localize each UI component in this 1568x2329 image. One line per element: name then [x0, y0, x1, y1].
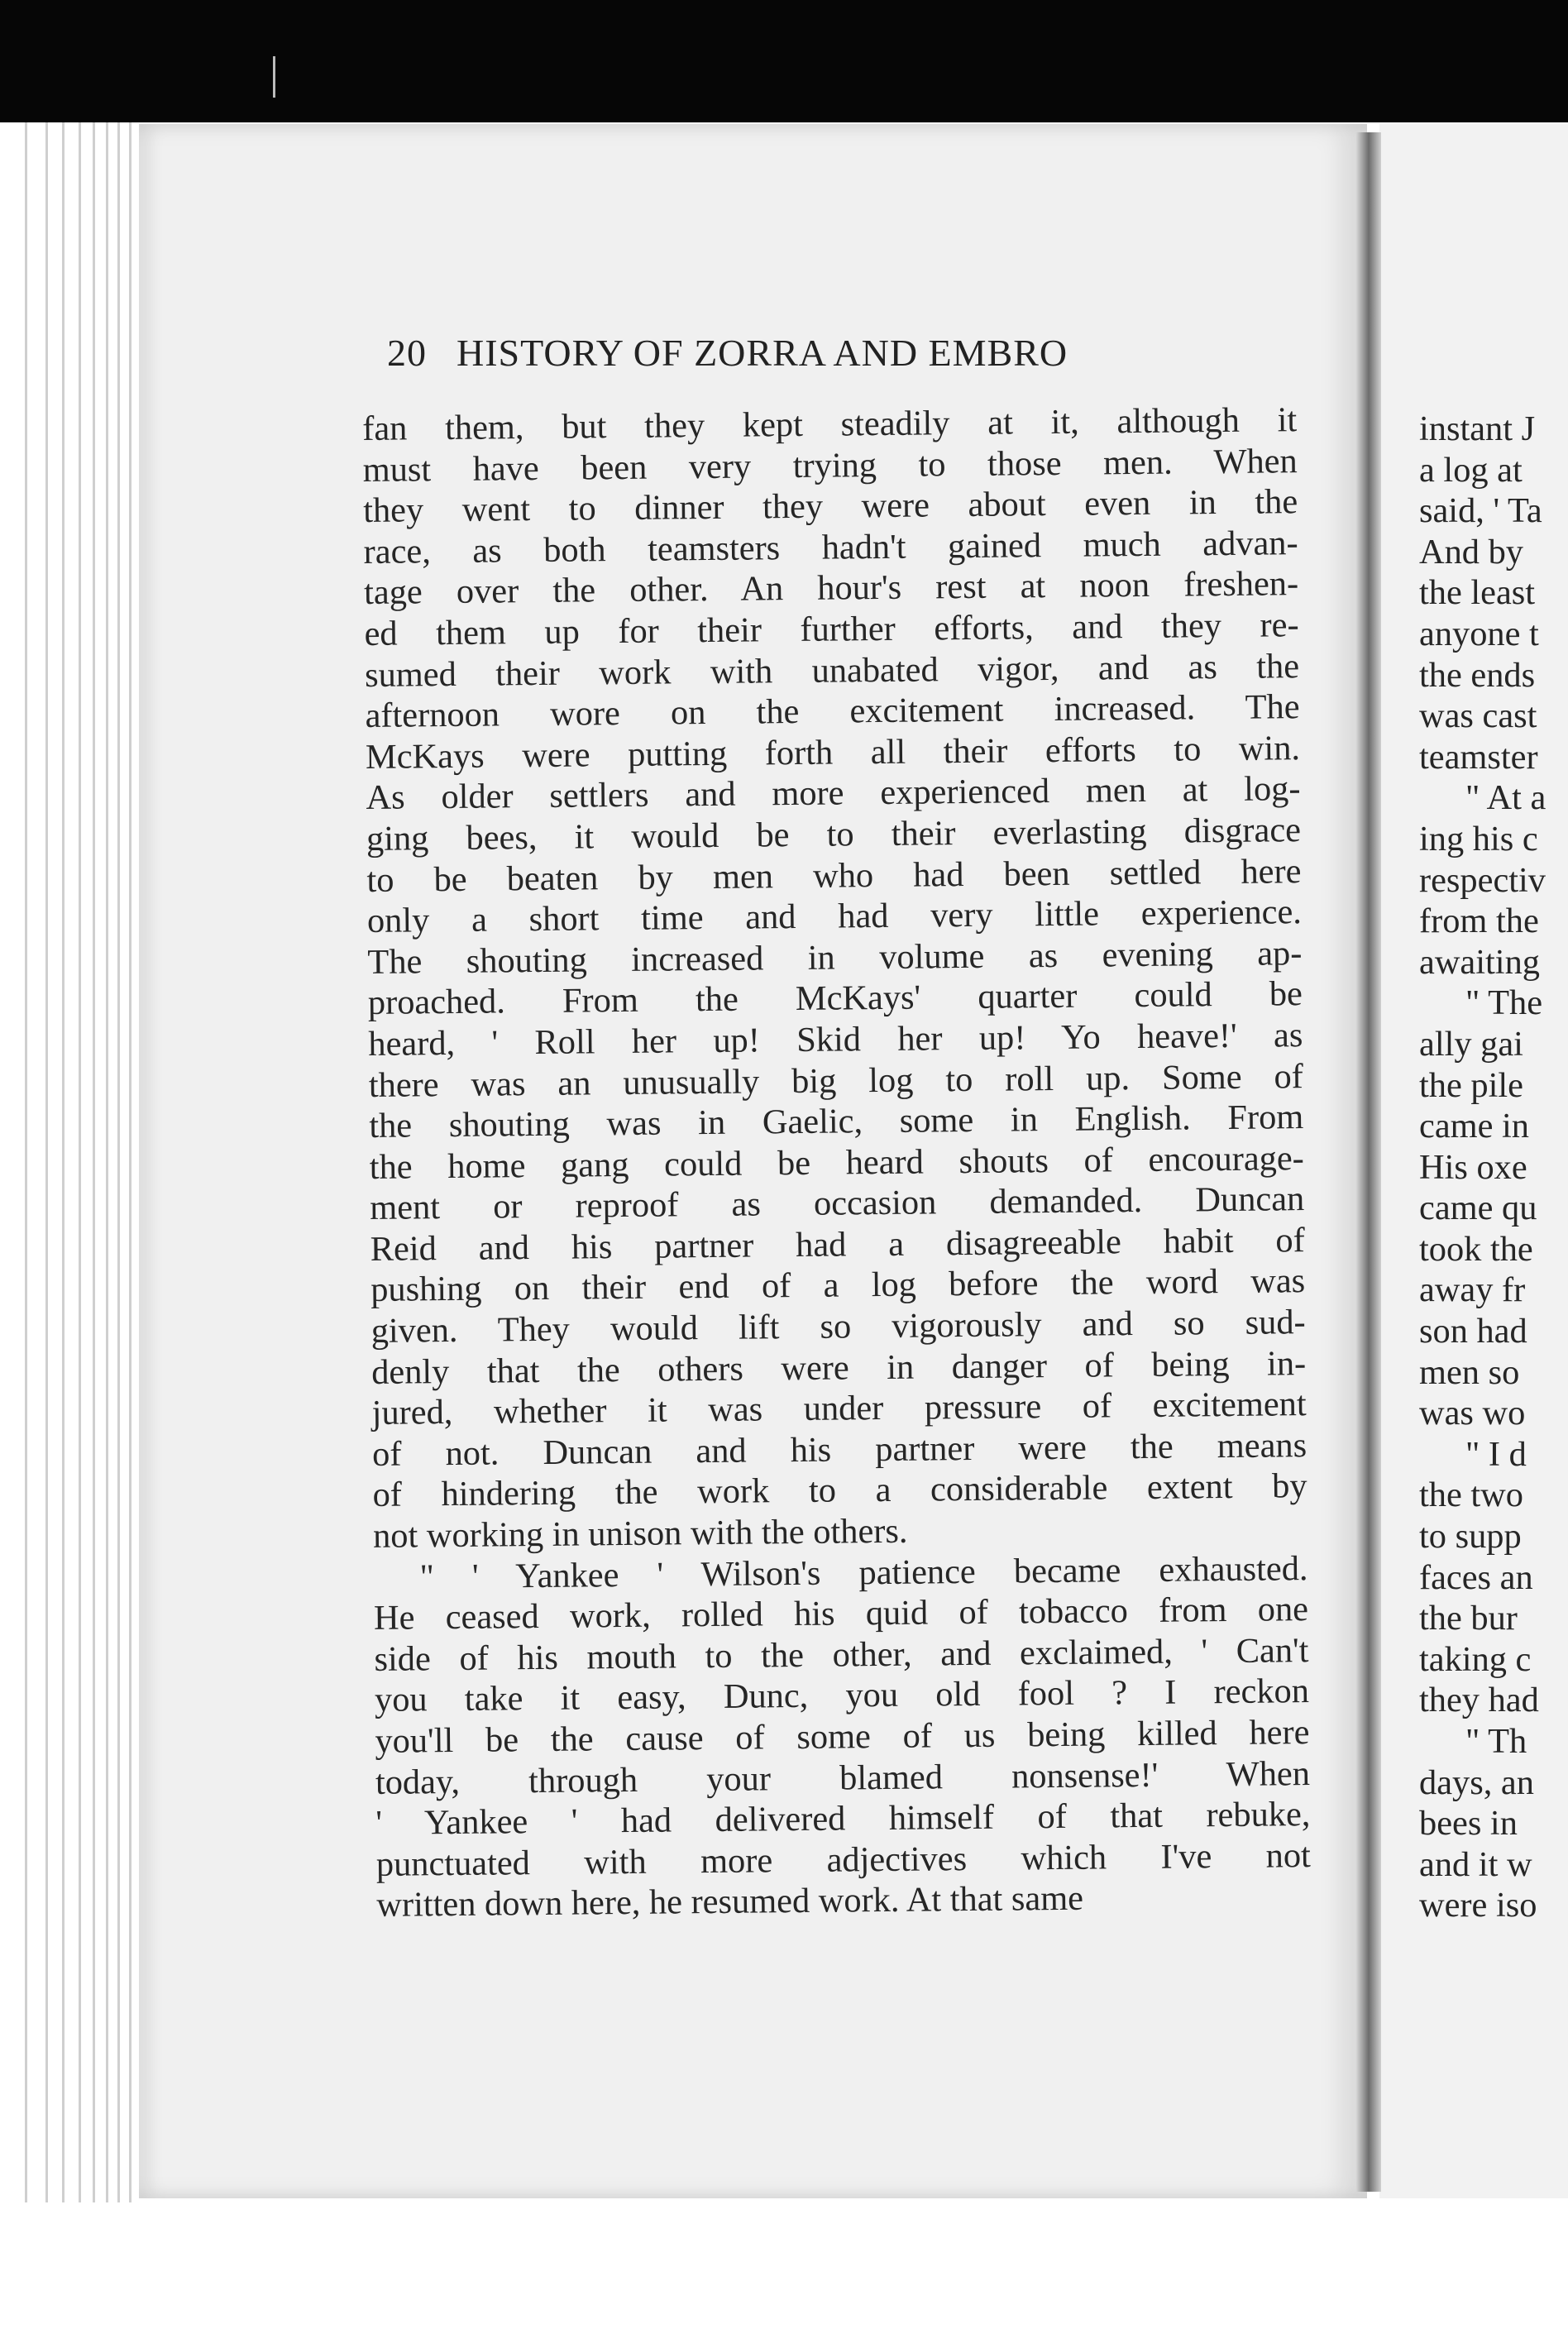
text-line: only a short time and had very little experience.: [366, 892, 1303, 941]
text-line: heard, ' Roll her up! Skid her up! Yo heave!' as: [368, 1016, 1303, 1064]
text-line: side of his mouth to the other, and exclaimed, ' Can't: [374, 1630, 1309, 1679]
text-line: took the: [1419, 1229, 1533, 1269]
scan-top-border: [0, 0, 1568, 122]
running-title: HISTORY OF ZORRA AND EMBRO: [457, 332, 1068, 374]
text-line: they went to dinner they were about even in the: [362, 482, 1298, 531]
scan-mark: [273, 56, 275, 98]
text-line: afternoon wore on the excitement increased. The: [365, 687, 1300, 736]
page-header: [387, 331, 1297, 389]
text-line: anyone t: [1419, 614, 1539, 653]
text-line: ' Yankee ' had delivered himself of that rebuke,: [375, 1795, 1311, 1844]
text-line: the least: [1419, 573, 1536, 613]
text-line: were iso: [1419, 1886, 1537, 1925]
text-line: today, through your blamed nonsense!' When: [375, 1753, 1311, 1802]
text-line: ed them up for their further efforts, and they re-: [364, 605, 1299, 653]
book-gutter: [1356, 132, 1381, 2192]
text-line: a log at: [1419, 450, 1523, 490]
text-line: the bur: [1419, 1599, 1518, 1638]
text-line: written down here, he resumed work. At that same: [376, 1879, 1084, 1925]
text-line: denly that the others were in danger of being in-: [370, 1343, 1307, 1392]
text-line: came in: [1419, 1107, 1529, 1146]
text-line: to supp: [1419, 1517, 1522, 1557]
text-line: not working in unison with the others.: [372, 1511, 908, 1556]
text-line: must have been very trying to those men. When: [362, 441, 1298, 490]
text-line: ment or reproof as occasion demanded. Duncan: [370, 1179, 1305, 1228]
text-line: And by: [1419, 532, 1523, 571]
text-line: fan them, but they kept steadily at it, although it: [362, 400, 1298, 448]
text-line: instant J: [1419, 409, 1536, 448]
text-line: He ceased work, rolled his quid of tobacco from one: [373, 1590, 1309, 1638]
text-line: punctuated with more adjectives which I've not: [375, 1835, 1312, 1884]
text-line: " The: [1465, 983, 1543, 1023]
text-line: the ends: [1419, 655, 1536, 695]
text-line: ally gai: [1419, 1024, 1523, 1064]
scan-bottom-margin: [0, 2225, 1568, 2329]
text-line: faces an: [1419, 1557, 1533, 1597]
text-line: Reid and his partner had a disagreeable habit of: [370, 1220, 1305, 1269]
text-line: " ' Yankee ' Wilson's patience became exhausted.: [419, 1548, 1308, 1597]
text-line: men so: [1419, 1352, 1520, 1392]
text-line: tage over the other. An hour's rest at noon freshen-: [363, 564, 1299, 613]
text-line: " At a: [1465, 778, 1546, 818]
text-line: said, ' Ta: [1419, 491, 1542, 531]
text-line: days, an: [1419, 1762, 1534, 1802]
text-line: The shouting increased in volume as evening ap-: [367, 933, 1303, 982]
text-line: they had: [1419, 1681, 1539, 1720]
text-line: there was an unusually big log to roll up. Some of: [368, 1056, 1304, 1105]
text-line: McKays were putting forth all their efforts to win.: [365, 728, 1301, 777]
text-line: the shouting was in Gaelic, some in English. From: [369, 1098, 1304, 1146]
text-line: awaiting: [1419, 942, 1540, 982]
text-line: " I d: [1465, 1434, 1527, 1474]
text-line: to be beaten by men who had been settled here: [366, 851, 1302, 900]
text-line: As older settlers and more experienced men at log-: [366, 769, 1301, 818]
text-line: you take it easy, Dunc, you old fool ? I reckon: [374, 1671, 1310, 1720]
text-line: bees in: [1419, 1804, 1518, 1844]
left-page-text: [362, 399, 1312, 1926]
text-line: son had: [1419, 1312, 1527, 1351]
text-line: jured, whether it was under pressure of excitement: [371, 1384, 1307, 1433]
page-edges: [0, 122, 145, 2202]
text-line: His oxe: [1419, 1147, 1527, 1187]
text-line: the two: [1419, 1475, 1523, 1515]
text-line: ing his c: [1419, 819, 1538, 858]
text-line: the home gang could be heard shouts of encourage-: [369, 1138, 1304, 1187]
right-page-text: [1419, 409, 1568, 1926]
text-line: of hindering the work to a considerable extent by: [372, 1466, 1307, 1515]
text-line: ging bees, it would be to their everlasting disgrace: [366, 811, 1302, 858]
text-line: and it w: [1419, 1844, 1532, 1884]
text-line: respectiv: [1419, 860, 1546, 900]
text-line: pushing on their end of a log before the word was: [370, 1261, 1306, 1310]
text-line: of not. Duncan and his partner were the means: [371, 1425, 1307, 1474]
text-line: was cast: [1419, 696, 1537, 736]
text-line: teamster: [1419, 737, 1538, 777]
text-line: race, as both teamsters hadn't gained much advan-: [363, 523, 1298, 571]
text-line: " Th: [1465, 1722, 1527, 1761]
text-line: you'll be the cause of some of us being killed here: [375, 1713, 1310, 1761]
text-line: from the: [1419, 901, 1539, 941]
page-number: 20: [387, 332, 427, 374]
text-line: proached. From the McKays' quarter could be: [367, 974, 1303, 1023]
text-line: came qu: [1419, 1188, 1537, 1228]
text-line: the pile: [1419, 1065, 1523, 1105]
text-line: away fr: [1419, 1270, 1526, 1310]
text-line: was wo: [1419, 1394, 1526, 1433]
text-line: sumed their work with unabated vigor, and as the: [364, 646, 1300, 695]
text-line: given. They would lift so vigorously and so sud-: [370, 1303, 1306, 1351]
text-line: taking c: [1419, 1639, 1532, 1679]
